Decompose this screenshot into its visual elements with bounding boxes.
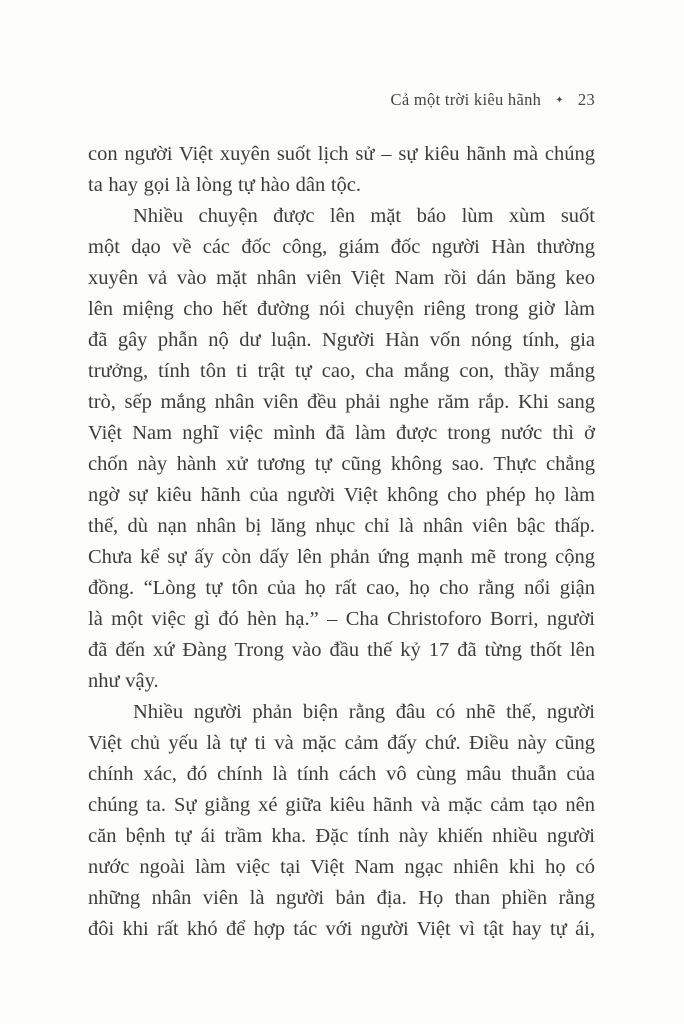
- text-line: những nhân viên là người bản địa. Họ than phiền rằng: [88, 887, 595, 909]
- text-line: trò, sếp mắng nhân viên đều phải nghe răm rắp. Khi sang: [88, 391, 595, 413]
- text-block: [88, 139, 595, 945]
- text-line: Nhiều chuyện được lên mặt báo lùm xùm suốt: [133, 205, 595, 227]
- text-line: đồng. “Lòng tự tôn của họ rất cao, họ cho rằng nổi giận: [88, 577, 595, 599]
- text-line: ngờ sự kiêu hãnh của người Việt không cho phép họ làm: [88, 484, 595, 506]
- text-line: chúng ta. Sự giằng xé giữa kiêu hãnh và mặc cảm tạo nên: [88, 794, 595, 816]
- text-line: Việt Nam nghĩ việc mình đã làm được trong nước thì ở: [88, 422, 595, 444]
- text-line: đã đến xứ Đàng Trong vào đầu thế kỷ 17 đã từng thốt lên: [88, 639, 595, 661]
- page-number: 23: [577, 90, 595, 109]
- text-line: Nhiều người phản biện rằng đâu có nhẽ thế, người: [133, 701, 595, 723]
- text-line: nước ngoài làm việc tại Việt Nam ngạc nhiên khi họ có: [88, 856, 595, 878]
- text-line: trưởng, tính tôn ti trật tự cao, cha mắng con, thầy mắng: [88, 360, 595, 382]
- text-line: lên miệng cho hết đường nói chuyện riêng trong giờ làm: [88, 298, 595, 320]
- text-line: xuyên vả vào mặt nhân viên Việt Nam rồi dán băng keo: [88, 267, 595, 289]
- paragraph: [88, 697, 595, 945]
- star-separator-icon: ✦: [555, 95, 564, 106]
- text-line: một dạo về các đốc công, giám đốc người Hàn thường: [88, 236, 595, 258]
- text-line: Chưa kể sự ấy còn dấy lên phản ứng mạnh mẽ trong cộng: [88, 546, 595, 568]
- running-title: Cả một trời kiêu hãnh: [390, 90, 542, 109]
- paragraph: [88, 139, 595, 201]
- text-line: như vậy.: [88, 670, 159, 692]
- text-line: là một việc gì đó hèn hạ.” – Cha Christoforo Borri, người: [88, 608, 595, 630]
- text-line: căn bệnh tự ái trầm kha. Đặc tính này khiến nhiều người: [88, 825, 595, 847]
- paragraph: [88, 201, 595, 697]
- text-line: đôi khi rất khó để hợp tác với người Việt vì tật hay tự ái,: [88, 918, 595, 940]
- text-line: ta hay gọi là lòng tự hào dân tộc.: [88, 174, 362, 196]
- text-line: thế, dù nạn nhân bị lăng nhục chỉ là nhân viên bậc thấp.: [88, 515, 595, 537]
- text-line: Việt chủ yếu là tự ti và mặc cảm đấy chứ. Điều này cũng: [88, 732, 595, 754]
- text-line: chốn này hành xử tương tự cũng không sao. Thực chẳng: [88, 453, 595, 475]
- text-line: con người Việt xuyên suốt lịch sử – sự kiêu hãnh mà chúng: [88, 143, 595, 165]
- text-line: đã gây phẫn nộ dư luận. Người Hàn vốn nóng tính, gia: [88, 329, 595, 351]
- page-header: [88, 90, 595, 110]
- text-line: chính xác, đó chính là tính cách vô cùng mâu thuẫn của: [88, 763, 595, 785]
